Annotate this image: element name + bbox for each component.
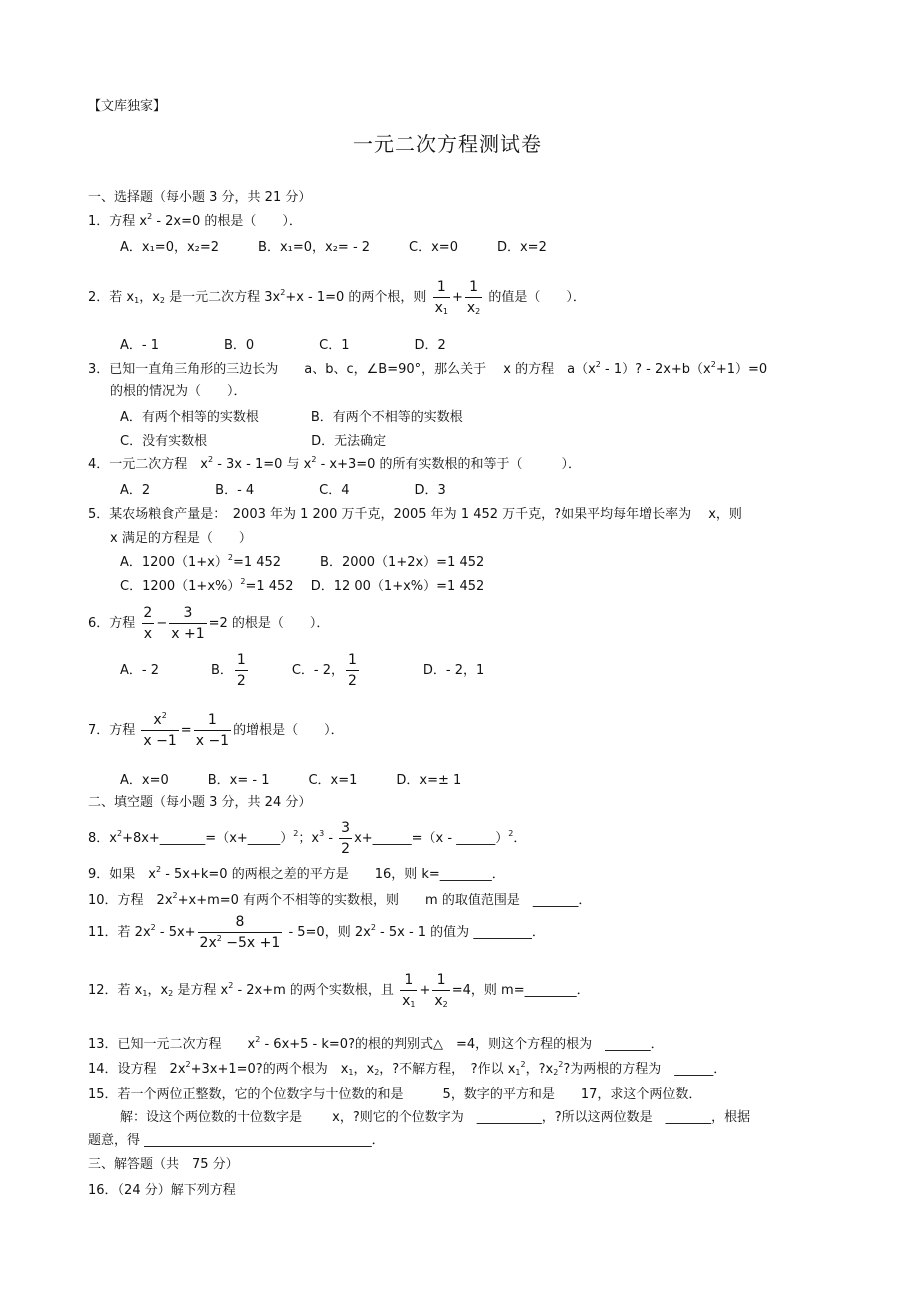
- fraction-3-over-x-plus-1: $\frac{3}{x +1}$: [171, 605, 205, 642]
- question-5-cont: x 满足的方程是（ ）: [110, 531, 252, 546]
- question-8: 8．$x^2+8x+\_\_\_\_\_\_\_=(x+\_\_\_\_\_)^2$；$x^3$ - $\frac{3}{2}$ x+______=（x - ______）$^2$．: [88, 820, 527, 857]
- question-12: 12．若 $x_1$，$x_2$ 是方程 $x^2 - 2x+m$ 的两个实数根，且 $\frac{1}{x_1}$ + $\frac{1}{x_2}$ =4，则 m=________．: [88, 972, 590, 1009]
- fraction-3-over-2: $\frac{3}{2}$: [341, 820, 351, 857]
- section-heading-2: 二、填空题（每小题 3 分，共 24 分）: [88, 795, 312, 810]
- question-4-options: A．2 B．- 4 C．4 D．3: [120, 483, 446, 498]
- question-4: 4．一元二次方程 $x^2 - 3x - 1=0$ 与 $x^2 - x+3=0$ 的所有实数根的和等于（ ）．: [88, 455, 582, 472]
- question-2: 2．若 $x_1$，$x_2$ 是一元二次方程 $3x^2+x - 1=0$ 的两个根，则 $\frac{1}{x_1}$ + $\frac{1}{x_2}$ 的值是（ ）．: [88, 279, 586, 316]
- fraction-1-over-x1-b: $\frac{1}{x_1}$: [402, 972, 416, 1009]
- fraction-8-over-expr: $\frac{8}{2x^2 -5x +1}$: [199, 914, 281, 951]
- question-15-solution: 解：设这个两位数的十位数字是 x，?则它的个位数字为 __________，?所以这两位数是 _______，根据: [120, 1110, 751, 1125]
- section-heading-1: 一、选择题（每小题 3 分，共 21 分）: [88, 190, 312, 205]
- fraction-1-over-x1: $\frac{1}{x_1}$: [434, 279, 448, 316]
- fraction-2-over-x: $\frac{2}{x}$: [143, 605, 153, 642]
- fraction-1-over-x-minus-1: $\frac{1}{x -1}$: [195, 712, 230, 749]
- fraction-1-over-x2: $\frac{1}{x_2}$: [466, 279, 481, 316]
- question-7-options: A．x=0 B．x= - 1 C．x=1 D．x=± 1: [120, 773, 462, 788]
- question-1: 1．方程 $x^2 - 2x=0$ 的根是（ ）．: [88, 212, 302, 229]
- question-6-options: A．- 2 B． $\frac{1}{2}$ C．- 2， $\frac{1}{2}$ D．- 2，1: [120, 652, 485, 689]
- question-2-options: A．- 1 B．0 C．1 D．2: [120, 338, 446, 353]
- question-5: 5．某农场粮食产量是： 2003 年为 1 200 万千克，2005 年为 1 452 万千克，?如果平均每年增长率为 x，则: [88, 507, 742, 522]
- question-1-options: A．x₁=0，x₂=2 B．x₁=0，x₂= - 2 C．x=0 D．x=2: [120, 240, 547, 255]
- question-7: 7．方程 $\frac{x^2}{x -1}$ = $\frac{1}{x -1}$ 的增根是（ ）．: [88, 711, 344, 749]
- question-16: 16．（24 分）解下列方程: [88, 1183, 236, 1198]
- fraction-half-c: $\frac{1}{2}$: [348, 652, 357, 689]
- fraction-half-b: $\frac{1}{2}$: [236, 652, 246, 689]
- question-10: 10．方程 $2x^2+x+m=0$ 有两个不相等的实数根，则 m 的取值范围是 _______．: [88, 891, 592, 908]
- question-5-options-2: C．$1200(1+x\%)^2=1$ 452 D．12 00（1+x%）=1 452: [120, 577, 485, 594]
- question-5-options-1: A．$1200(1+x)^2=1$ 452 B．2000（1+2x）=1 452: [120, 553, 485, 570]
- question-11: 11．若 $2x^2 - 5x+$ $\frac{8}{2x^2 -5x +1}$ - 5=0，则 $2x^2 - 5x - 1$ 的值为 _________．: [88, 914, 545, 951]
- fraction-x2-over-x-minus-1: $\frac{x^2}{x -1}$: [143, 711, 177, 749]
- page-title: 一元二次方程测试卷: [353, 132, 542, 156]
- section-heading-3: 三、解答题（共 75 分）: [88, 1157, 239, 1172]
- doc-tag: 【文库独家】: [88, 99, 167, 114]
- question-15-cont: 题意，得 ___________________________________．: [88, 1133, 385, 1148]
- fraction-1-over-x2-b: $\frac{1}{x_2}$: [434, 972, 448, 1009]
- question-9: 9．如果 $x^2 - 5x+k=0$ 的两根之差的平方是 16，则 k=________．: [88, 865, 505, 882]
- question-13: 13．已知一元二次方程 $x^2 - 6x+5 - k=0$?的根的判别式△ =4，则这个方程的根为 _______．: [88, 1035, 664, 1052]
- question-6: 6．方程 $\frac{2}{x}$ − $\frac{3}{x +1}$ =2 的根是（ ）．: [88, 605, 330, 642]
- question-3-options-1: A．有两个相等的实数根 B．有两个不相等的实数根: [120, 410, 463, 425]
- question-3: 3．已知一直角三角形的三边长为 a、b、c，∠B=90°，那么关于 x 的方程 $a(x^2 - 1)$? - $2x+b(x^2+1)=0$: [88, 360, 768, 377]
- question-14: 14．设方程 $2x^2+3x+1=0$?的两个根为 $x_1$，$x_2$，?不解方程， ?作以 $x_1^2$，$?x_2^2$?为两根的方程为 ______．: [88, 1060, 727, 1077]
- question-15: 15．若一个两位正整数，它的个位数字与十位数的和是 5，数字的平方和是 17，求这个两位数．: [88, 1087, 702, 1102]
- question-3-cont: 的根的情况为（ ）．: [110, 384, 247, 399]
- question-3-options-2: C．没有实数根 D．无法确定: [120, 434, 387, 449]
